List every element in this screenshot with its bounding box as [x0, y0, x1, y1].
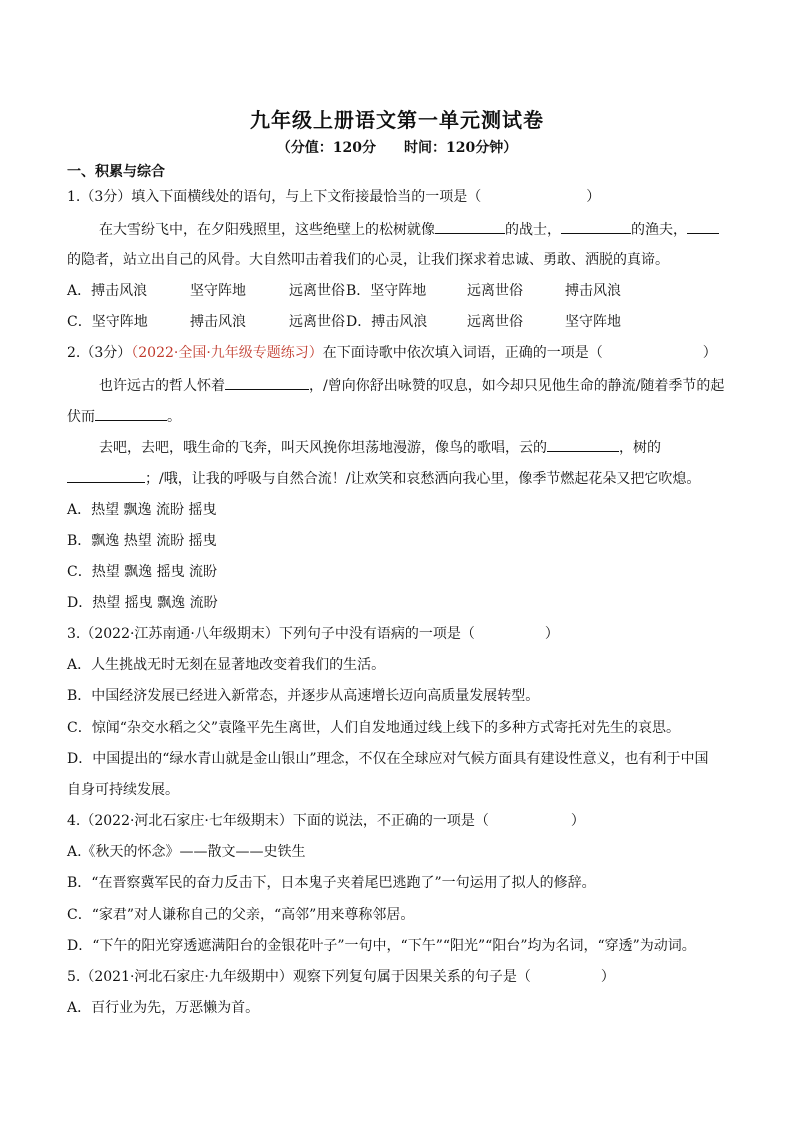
- poem-text: ，树的: [619, 440, 661, 456]
- question-1-text: 1.（3分）填入下面横线处的语句，与上下文衔接最恰当的一项是（: [67, 189, 482, 205]
- answer-blank[interactable]: [561, 219, 631, 234]
- q4-option-a[interactable]: A.《秋天的怀念》——散文——史铁生: [67, 844, 306, 860]
- q1-option-d-part2: 远离世俗: [467, 314, 523, 330]
- poem-text: ；/哦，让我的呼吸与自然合流！/让欢笑和哀愁洒向我心里，像季节燃起花朵又把它吹熄。: [145, 471, 701, 487]
- poem-text: 也许远古的哲人怀着: [99, 378, 225, 394]
- q4-option-d[interactable]: D．“下午的阳光穿透遮满阳台的金银花叶子”一句中，“下午”“阳光”“阳台”均为名词，“穿透”为动词。: [67, 938, 696, 954]
- q2-option-d[interactable]: D．热望 摇曳 飘逸 流盼: [67, 595, 218, 611]
- question-2-poem-line1: [99, 375, 724, 396]
- answer-blank[interactable]: [687, 219, 719, 234]
- q1-option-d-part3: 坚守阵地: [565, 314, 621, 330]
- q1-option-a-part3: 远离世俗: [289, 283, 345, 299]
- question-2-source: （2022·全国·九年级专题练习）: [131, 345, 323, 361]
- question-1-paren-close: ）: [586, 189, 601, 205]
- question-2-stem: [67, 343, 717, 363]
- score-info: （分值：120分: [276, 140, 376, 156]
- q2-option-b[interactable]: B．飘逸 热望 流盼 摇曳: [67, 533, 217, 549]
- question-1-passage-line1: [99, 219, 719, 240]
- answer-blank[interactable]: [547, 437, 619, 452]
- question-2-poem-line4: [67, 468, 700, 489]
- option-text: A．搏击风浪: [67, 283, 148, 299]
- q2-option-a[interactable]: A．热望 飘逸 流盼 摇曳: [67, 502, 217, 518]
- poem-text: 伏而: [67, 409, 95, 425]
- answer-blank[interactable]: [435, 219, 505, 234]
- q3-option-b[interactable]: B．中国经济发展已经进入新常态，并逐步从高速增长迈向高质量发展转型。: [67, 688, 540, 704]
- q4-option-c[interactable]: C．“家君”对人谦称自己的父亲，“高邻”用来尊称邻居。: [67, 907, 415, 923]
- q1-option-c-part2: 搏击风浪: [190, 314, 246, 330]
- question-2-text: 在下面诗歌中依次填入词语，正确的一项是（: [322, 345, 603, 361]
- question-2-poem-line3: [99, 437, 661, 458]
- q5-option-a[interactable]: A．百行业为先，万恶懒为首。: [67, 1000, 260, 1016]
- q1-option-c[interactable]: C．坚守阵地: [67, 314, 148, 330]
- q1-option-d[interactable]: D．搏击风浪: [346, 314, 428, 330]
- q3-option-a[interactable]: A．人生挑战无时无刻在显著地改变着我们的生活。: [67, 657, 386, 673]
- q1-option-a-part2: 坚守阵地: [190, 283, 246, 299]
- page-subtitle: [0, 137, 794, 157]
- poem-text: 去吧，去吧，哦生命的飞奔，叫天风挽你坦荡地漫游，像鸟的歌唱，云的: [99, 440, 547, 456]
- question-1-passage-line2: 的隐者，站立出自己的风骨。大自然叩击着我们的心灵，让我们探求着忠诚、勇敢、洒脱的真谛。: [67, 252, 669, 268]
- q1-option-b-part3: 搏击风浪: [565, 283, 621, 299]
- question-2-paren-close: ）: [702, 345, 717, 361]
- q4-option-b[interactable]: B．“在晋察冀军民的奋力反击下，日本鬼子夹着尾巴逃跑了”一句运用了拟人的修辞。: [67, 875, 596, 891]
- question-2-number: 2.（3分）: [67, 345, 132, 361]
- q3-option-c[interactable]: C．惊闻“杂交水稻之父”袁隆平先生离世，人们自发地通过线上线下的多种方式寄托对先生的哀思。: [67, 720, 681, 736]
- question-2-poem-line2: [67, 406, 181, 427]
- time-info: 时间：120分钟）: [404, 140, 518, 156]
- answer-blank[interactable]: [225, 375, 309, 390]
- question-1-stem: [67, 187, 600, 207]
- passage-text: 在大雪纷飞中，在夕阳残照里，这些绝壁上的松树就像: [99, 222, 435, 238]
- question-3-paren-close: ）: [544, 626, 559, 642]
- question-5-text: 5.（2021·河北石家庄·九年级期中）观察下列复句属于因果关系的句子是（: [67, 969, 531, 985]
- q2-option-c[interactable]: C．热望 飘逸 摇曳 流盼: [67, 564, 218, 580]
- passage-text: 的战士，: [505, 222, 561, 238]
- poem-text: 。: [167, 409, 181, 425]
- page-title: 九年级上册语文第一单元测试卷: [250, 108, 544, 132]
- q1-option-c-part3: 远离世俗: [289, 314, 345, 330]
- question-4-stem: [67, 811, 585, 831]
- question-3-stem: [67, 624, 559, 644]
- q3-option-d[interactable]: D．中国提出的“绿水青山就是金山银山”理念，不仅在全球应对气候方面具有建设性意义，也有利于中国: [67, 751, 709, 767]
- poem-text: ，/曾向你舒出咏赞的叹息，如今却只见他生命的静流/随着季节的起: [309, 378, 725, 394]
- answer-blank[interactable]: [67, 468, 145, 483]
- question-4-text: 4.（2022·河北石家庄·七年级期末）下面的说法，不正确的一项是（: [67, 813, 489, 829]
- q1-option-b[interactable]: B．坚守阵地: [346, 283, 427, 299]
- section-heading: 一、积累与综合: [67, 164, 165, 180]
- answer-blank[interactable]: [95, 406, 167, 421]
- q1-option-b-part2: 远离世俗: [467, 283, 523, 299]
- question-3-text: 3.（2022·江苏南通·八年级期末）下列句子中没有语病的一项是（: [67, 626, 475, 642]
- q3-option-d-continued: 自身可持续发展。: [67, 782, 179, 798]
- question-5-stem: [67, 967, 615, 987]
- passage-text: 的渔夫，: [631, 222, 687, 238]
- question-4-paren-close: ）: [570, 813, 585, 829]
- q1-option-a[interactable]: [67, 281, 147, 301]
- question-5-paren-close: ）: [600, 969, 615, 985]
